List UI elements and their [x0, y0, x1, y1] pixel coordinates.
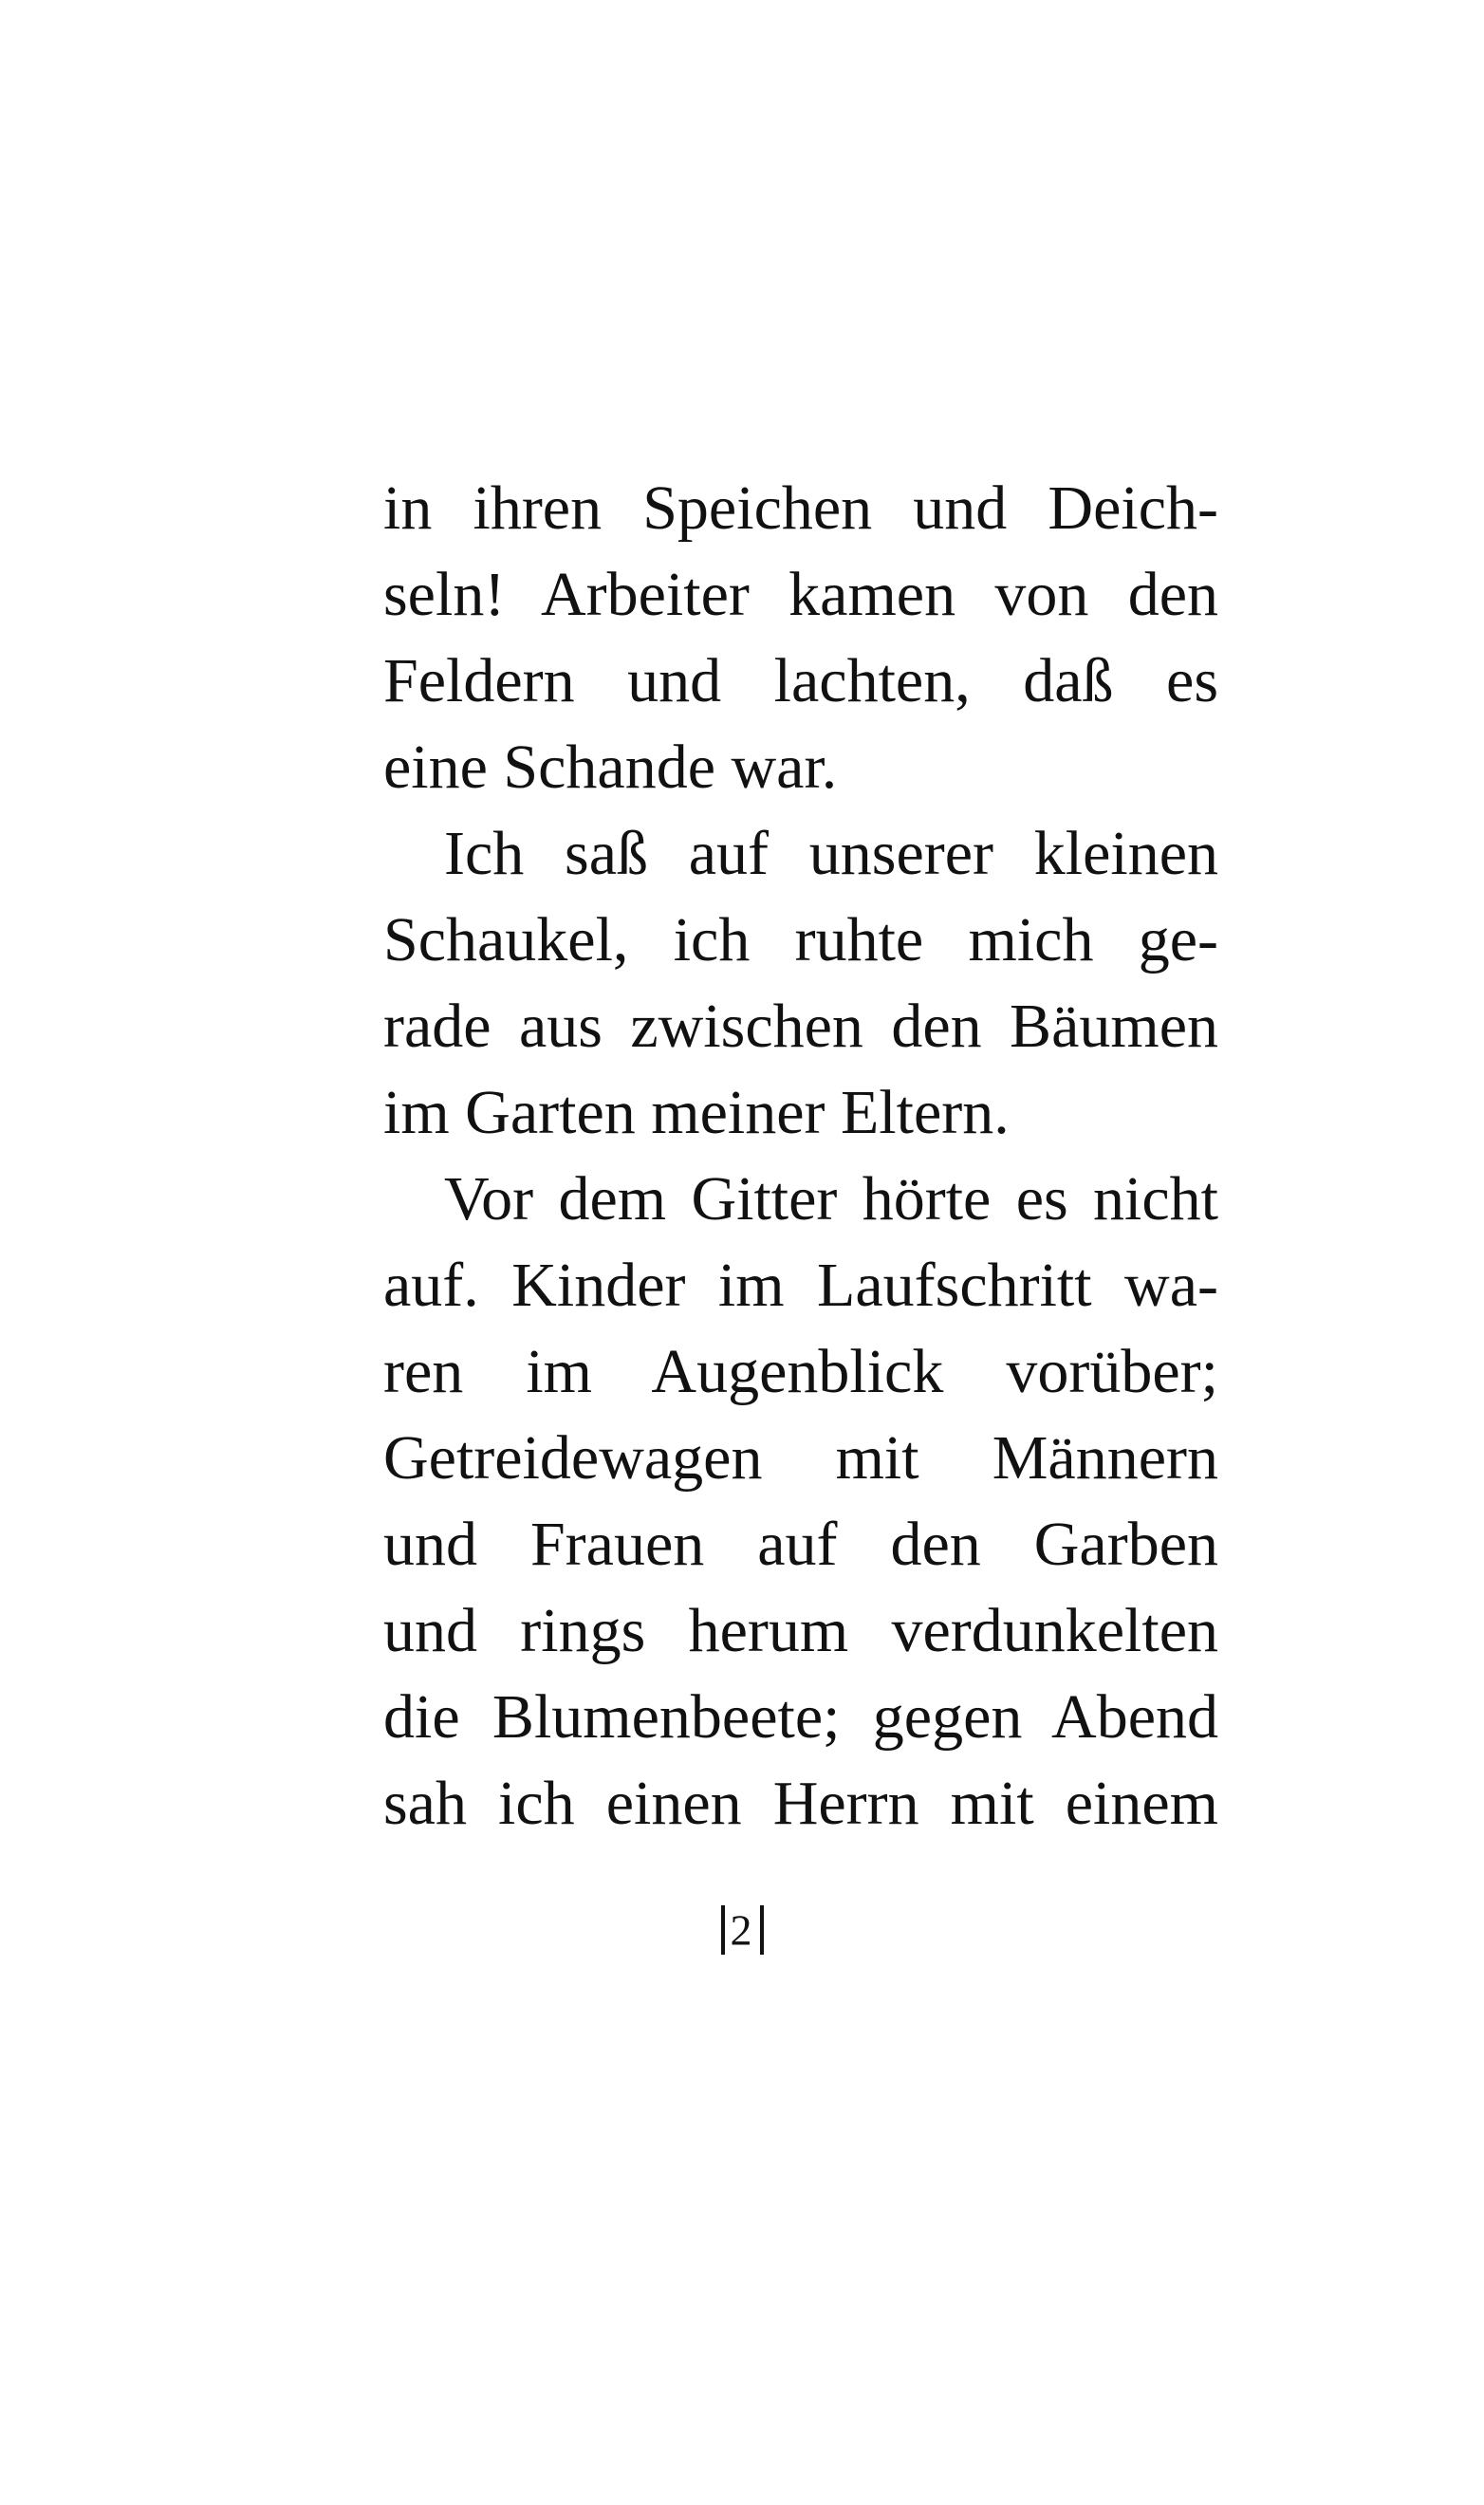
text-line: rade aus zwischen den Bäumen	[383, 992, 1218, 1061]
text-line: sah ich einen Herrn mit einem	[383, 1769, 1218, 1838]
paragraph-1	[383, 465, 1218, 810]
page-number-value: 2	[730, 1905, 754, 1955]
text-line: und Frauen auf den Garben	[383, 1510, 1218, 1579]
text-line: seln! Arbeiter kamen von den	[383, 560, 1218, 629]
text-line: Getreidewagen mit Männern	[383, 1423, 1218, 1493]
text-line: Ich saß auf unserer kleinen	[444, 819, 1218, 888]
text-line: Schaukel, ich ruhte mich ge-	[383, 905, 1218, 974]
text-line: im Garten meiner Eltern.	[383, 1078, 1010, 1147]
text-line: Vor dem Gitter hörte es nicht	[444, 1164, 1218, 1234]
text-line: und rings herum verdunkelten	[383, 1596, 1218, 1665]
page-number	[0, 1898, 1484, 1958]
paragraph-3	[383, 1156, 1218, 1846]
page-number-right-bar	[760, 1905, 764, 1955]
text-line: eine Schande war.	[383, 733, 838, 802]
text-line: auf. Kinder im Laufschritt wa-	[383, 1251, 1218, 1320]
page-number-left-bar	[721, 1905, 725, 1955]
text-line: die Blumenbeete; gegen Abend	[383, 1682, 1218, 1752]
text-line: in ihren Speichen und Deich-	[383, 473, 1218, 543]
text-line: ren im Augenblick vorüber;	[383, 1337, 1218, 1406]
paragraph-2	[383, 810, 1218, 1156]
text-line: Feldern und lachten, daß es	[383, 646, 1218, 715]
body-text	[383, 465, 1218, 1846]
